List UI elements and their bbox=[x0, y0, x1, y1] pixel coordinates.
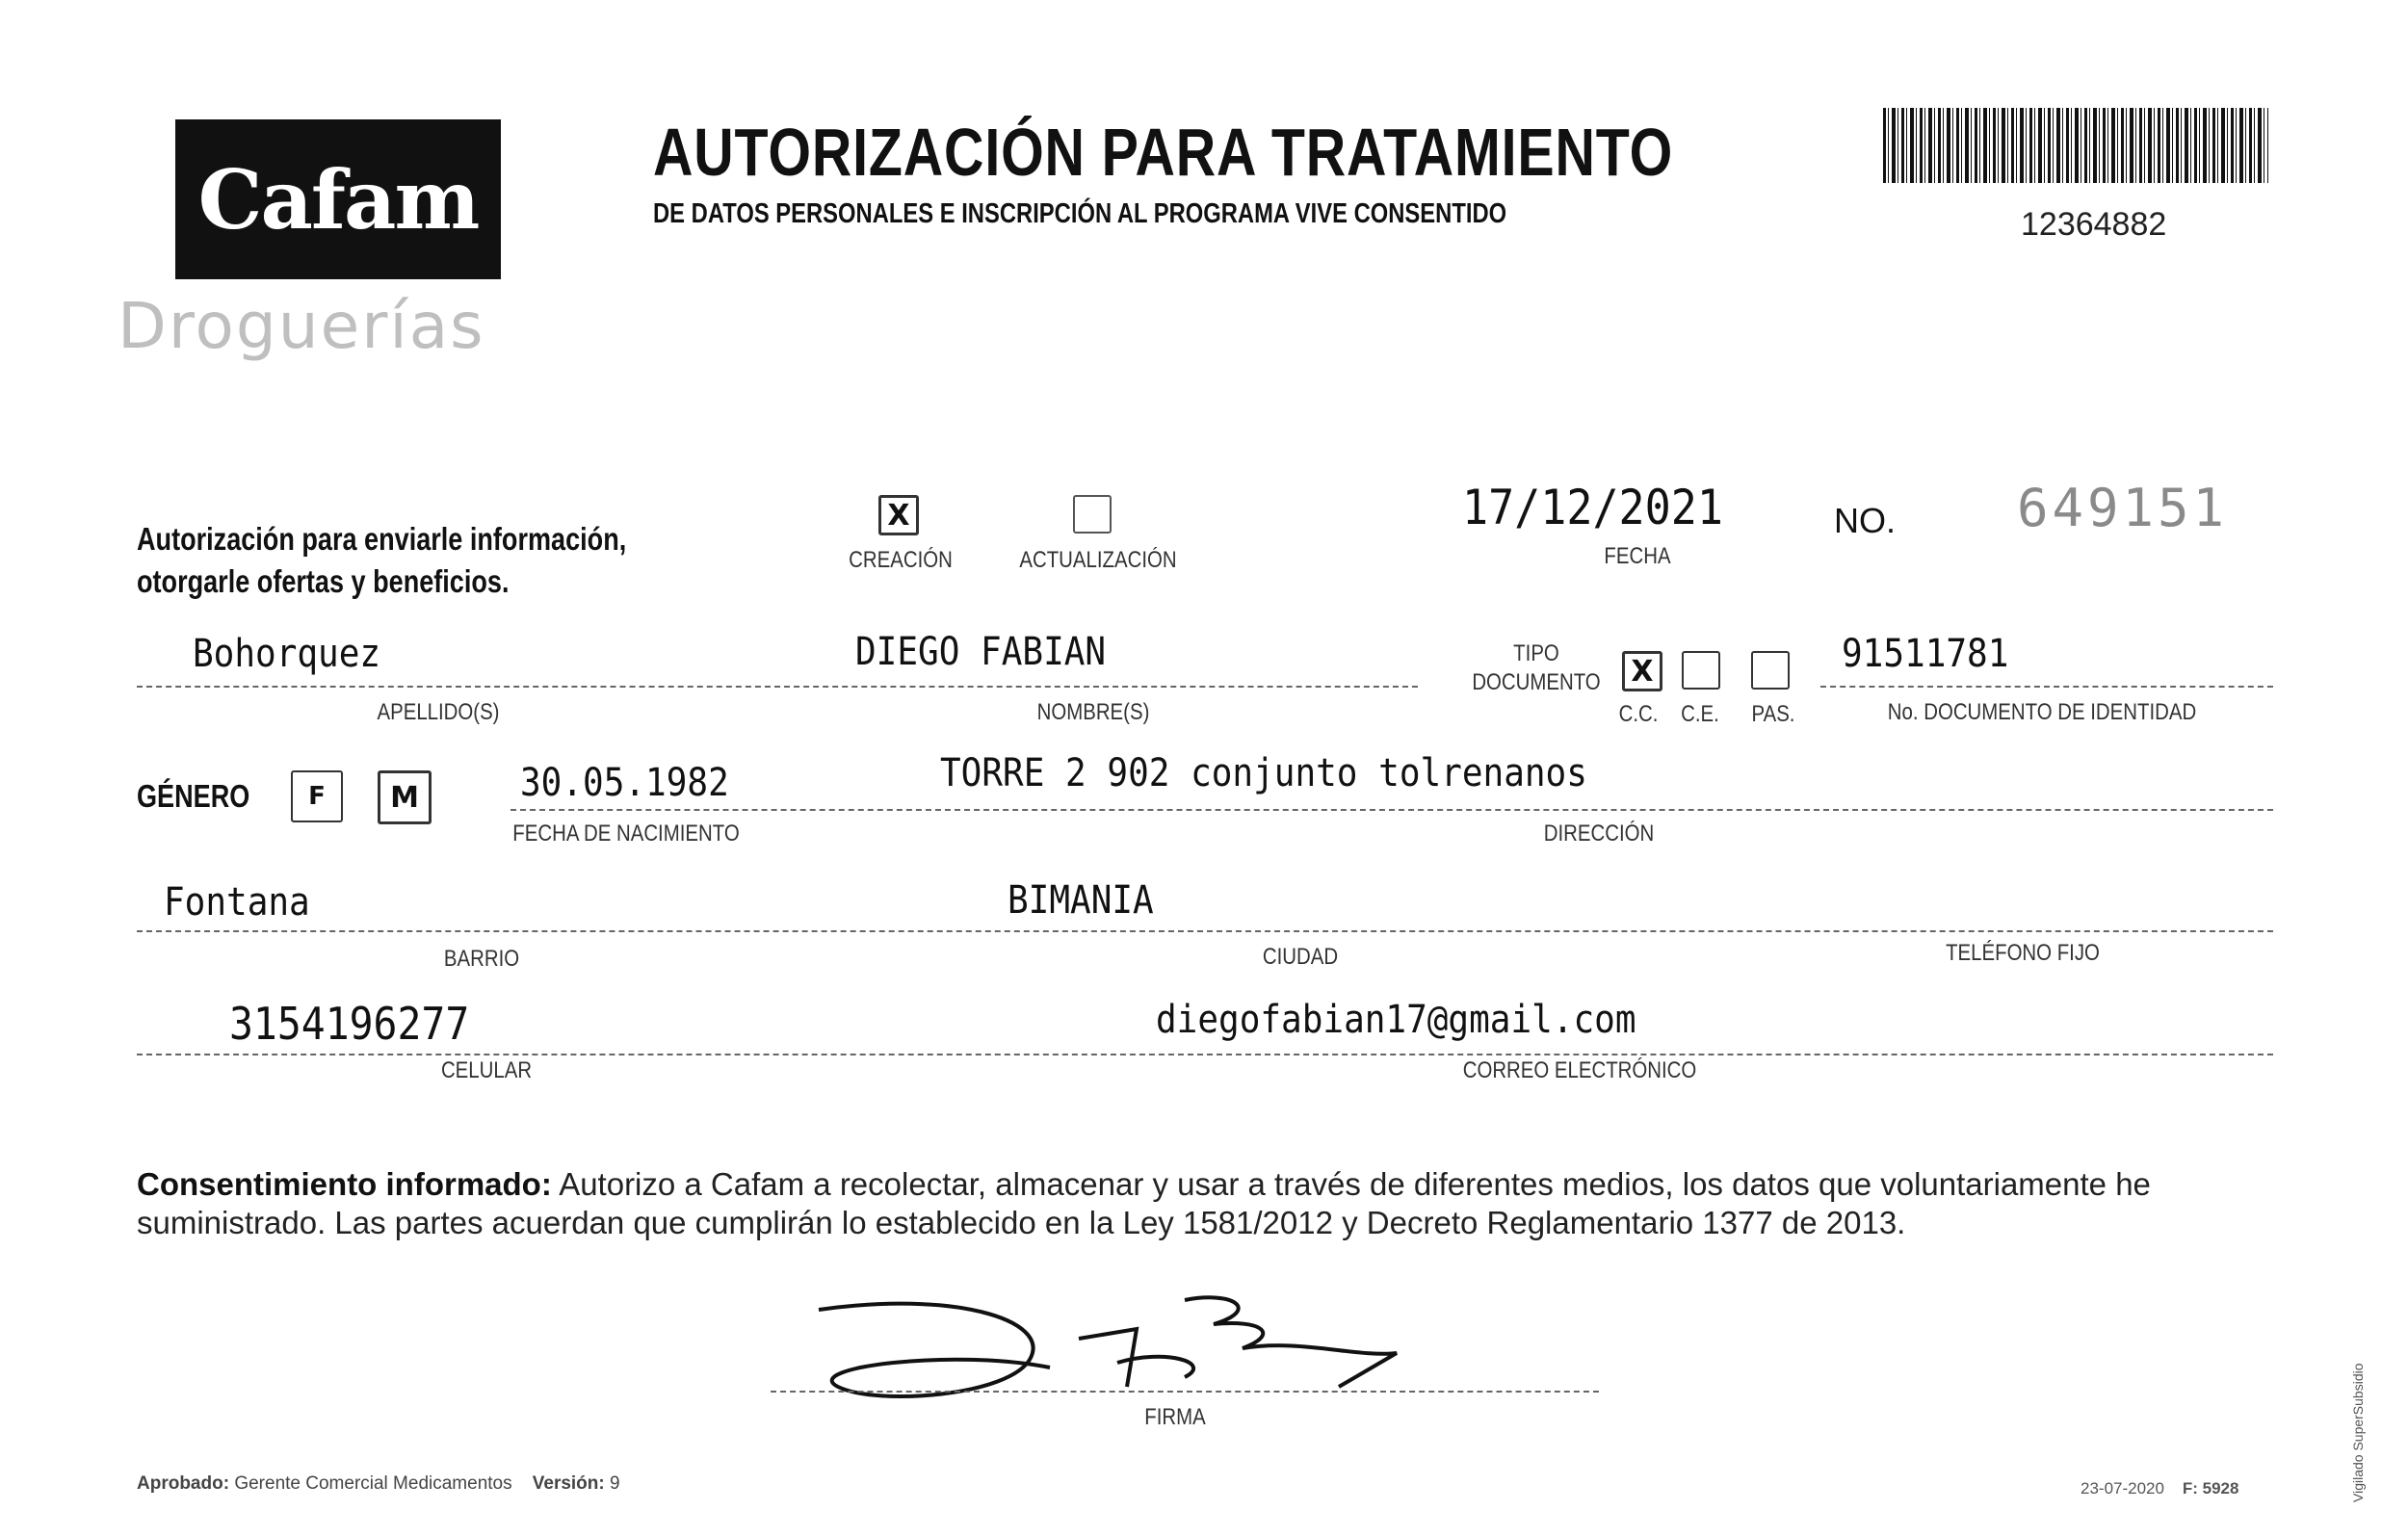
version-label: Versión: bbox=[532, 1473, 605, 1494]
name-line bbox=[137, 686, 1418, 688]
celular-value[interactable]: 3154196277 bbox=[229, 998, 470, 1050]
actualizacion-checkbox[interactable] bbox=[1073, 495, 1112, 534]
authorization-line-2: otorgarle ofertas y beneficios. bbox=[137, 563, 510, 599]
consent-text: Autorizo a Cafam a recolectar, almacenar y usar a través de diferentes medios, los datos que voluntariamente he suministrado. Las partes acuerdan que cumplirán lo establecido en la Ley 1581/2012 y Decreto Reglamentario 1377 de 2013. bbox=[137, 1166, 2151, 1240]
footer-date-code bbox=[2081, 1479, 2238, 1498]
pas-checkbox[interactable] bbox=[1751, 651, 1790, 690]
ce-checkbox[interactable] bbox=[1682, 651, 1720, 690]
barcode-number: 12364882 bbox=[2021, 206, 2167, 243]
fecha-label: FECHA bbox=[1604, 543, 1671, 569]
logo-text: Cafam bbox=[197, 151, 479, 247]
fecha-nacimiento-label: FECHA DE NACIMIENTO bbox=[512, 821, 740, 847]
nombre-value[interactable]: DIEGO FABIAN bbox=[855, 630, 1107, 674]
consent-heading: Consentimiento informado: bbox=[137, 1166, 552, 1202]
signature-line bbox=[771, 1391, 1599, 1393]
footer-approval bbox=[137, 1473, 620, 1495]
creacion-label: CREACIÓN bbox=[849, 547, 953, 573]
gender-row-line bbox=[510, 809, 2273, 811]
fecha-nacimiento-value[interactable]: 30.05.1982 bbox=[520, 761, 729, 805]
correo-label: CORREO ELECTRÓNICO bbox=[1462, 1057, 1697, 1083]
form-subtitle: DE DATOS PERSONALES E INSCRIPCIÓN AL PROGRAMA VIVE CONSENTIDO bbox=[653, 198, 1507, 229]
telefono-label: TELÉFONO FIJO bbox=[1946, 940, 2100, 966]
version-value: 9 bbox=[610, 1473, 620, 1494]
firma-label: FIRMA bbox=[1144, 1404, 1206, 1430]
aprobado-label: Aprobado: bbox=[137, 1473, 230, 1494]
direccion-label: DIRECCIÓN bbox=[1543, 821, 1655, 847]
barrio-label: BARRIO bbox=[443, 946, 520, 972]
side-vertical-text: Vigilado SuperSubsidio bbox=[2350, 1363, 2366, 1502]
form-number: 649151 bbox=[2017, 478, 2229, 538]
actualizacion-label: ACTUALIZACIÓN bbox=[1019, 547, 1177, 573]
cc-checkbox[interactable]: X bbox=[1622, 651, 1662, 691]
fecha-value[interactable]: 17/12/2021 bbox=[1462, 480, 1723, 535]
direccion-value[interactable]: TORRE 2 902 conjunto tolrenanos bbox=[940, 751, 1587, 795]
aprobado-value: Gerente Comercial Medicamentos bbox=[234, 1473, 512, 1494]
ciudad-label: CIUDAD bbox=[1262, 944, 1339, 970]
form-title: AUTORIZACIÓN PARA TRATAMIENTO bbox=[653, 115, 1674, 190]
nombre-label: NOMBRE(S) bbox=[1036, 699, 1150, 725]
authorization-text bbox=[137, 518, 626, 603]
barrio-value[interactable]: Fontana bbox=[164, 880, 310, 925]
logo-subtitle: Droguerías bbox=[118, 289, 485, 363]
correo-value[interactable]: diegofabian17@gmail.com bbox=[1156, 998, 1636, 1042]
document-number-label: No. DOCUMENTO DE IDENTIDAD bbox=[1887, 699, 2197, 725]
gender-f-checkbox[interactable]: F bbox=[291, 770, 343, 822]
cc-label: C.C. bbox=[1618, 701, 1659, 727]
consent-paragraph bbox=[137, 1165, 2261, 1242]
location-row-line bbox=[137, 930, 2273, 932]
contact-row-line bbox=[137, 1054, 2273, 1055]
gender-m-checkbox[interactable]: M bbox=[378, 770, 432, 824]
authorization-line-1: Autorización para enviarle información, bbox=[137, 521, 627, 557]
form-code: F: 5928 bbox=[2182, 1479, 2239, 1498]
genero-label: GÉNERO bbox=[137, 778, 250, 814]
tipo-documento-label: TIPO DOCUMENTO bbox=[1472, 640, 1601, 695]
apellido-label: APELLIDO(S) bbox=[377, 699, 500, 725]
celular-label: CELULAR bbox=[440, 1057, 533, 1083]
creacion-checkbox[interactable]: X bbox=[878, 495, 919, 535]
document-number-value[interactable]: 91511781 bbox=[1842, 632, 2009, 676]
apellido-value[interactable]: Bohorquez bbox=[193, 632, 381, 676]
ce-label: C.E. bbox=[1681, 701, 1719, 727]
barcode bbox=[1883, 108, 2268, 183]
footer-date: 23-07-2020 bbox=[2081, 1479, 2164, 1498]
document-line bbox=[1820, 686, 2273, 688]
pas-label: PAS. bbox=[1751, 701, 1795, 727]
cafam-logo bbox=[175, 119, 501, 279]
no-label: NO. bbox=[1834, 501, 1897, 540]
ciudad-value[interactable]: BIMANIA bbox=[1008, 878, 1154, 923]
